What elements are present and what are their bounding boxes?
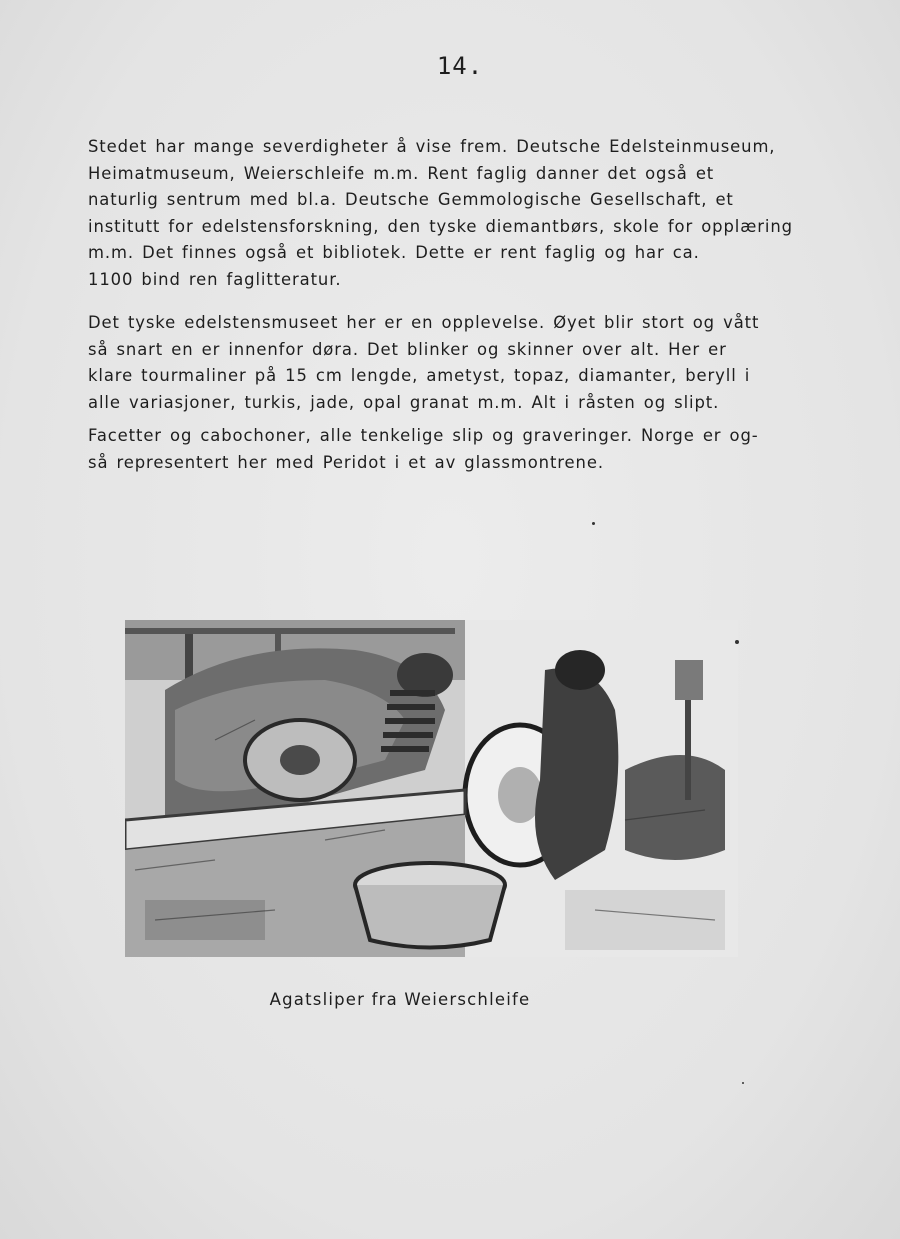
page-number: 14. (436, 52, 484, 80)
paper-speck (592, 522, 595, 525)
text-line: institutt for edelstensforskning, den tyske diemantbørs, skole for opplæring (88, 216, 793, 236)
text-line: naturlig sentrum med bl.a. Deutsche Gemmologische Gesellschaft, et (88, 190, 734, 209)
paper-speck (735, 640, 739, 644)
text-line: så snart en er innenfor døra. Det blinker og skinner over alt. Her er (88, 339, 727, 359)
text-line: så representert her med Peridot i et av glassmontrene. (88, 452, 604, 472)
text-line: Stedet har mange severdigheter å vise frem. Deutsche Edelsteinmuseum, (88, 137, 776, 156)
paragraph-facets (88, 423, 848, 476)
text-line: alle variasjoner, turkis, jade, opal granat m.m. Alt i råsten og slipt. (88, 392, 720, 412)
agate-grinder-photo (125, 620, 738, 957)
paper-speck (742, 1082, 744, 1084)
text-line: Heimatmuseum, Weierschleife m.m. Rent faglig danner det også et (88, 163, 715, 183)
photo-caption: Agatsliper fra Weierschleife (269, 990, 531, 1009)
text-line: m.m. Det finnes også et bibliotek. Dette er rent faglig og har ca. (88, 243, 700, 262)
text-line: Det tyske edelstensmuseet her er en opplevelse. Øyet blir stort og vått (88, 313, 760, 332)
text-line: 1100 bind ren faglitteratur. (88, 269, 342, 289)
paragraph-museums (88, 134, 848, 293)
text-line: Facetter og cabochoner, alle tenkelige slip og graveringer. Norge er og- (88, 426, 759, 445)
paragraph-gem-museum (88, 310, 848, 416)
text-line: klare tourmaliner på 15 cm lengde, ametyst, topaz, diamanter, beryll i (88, 366, 751, 385)
